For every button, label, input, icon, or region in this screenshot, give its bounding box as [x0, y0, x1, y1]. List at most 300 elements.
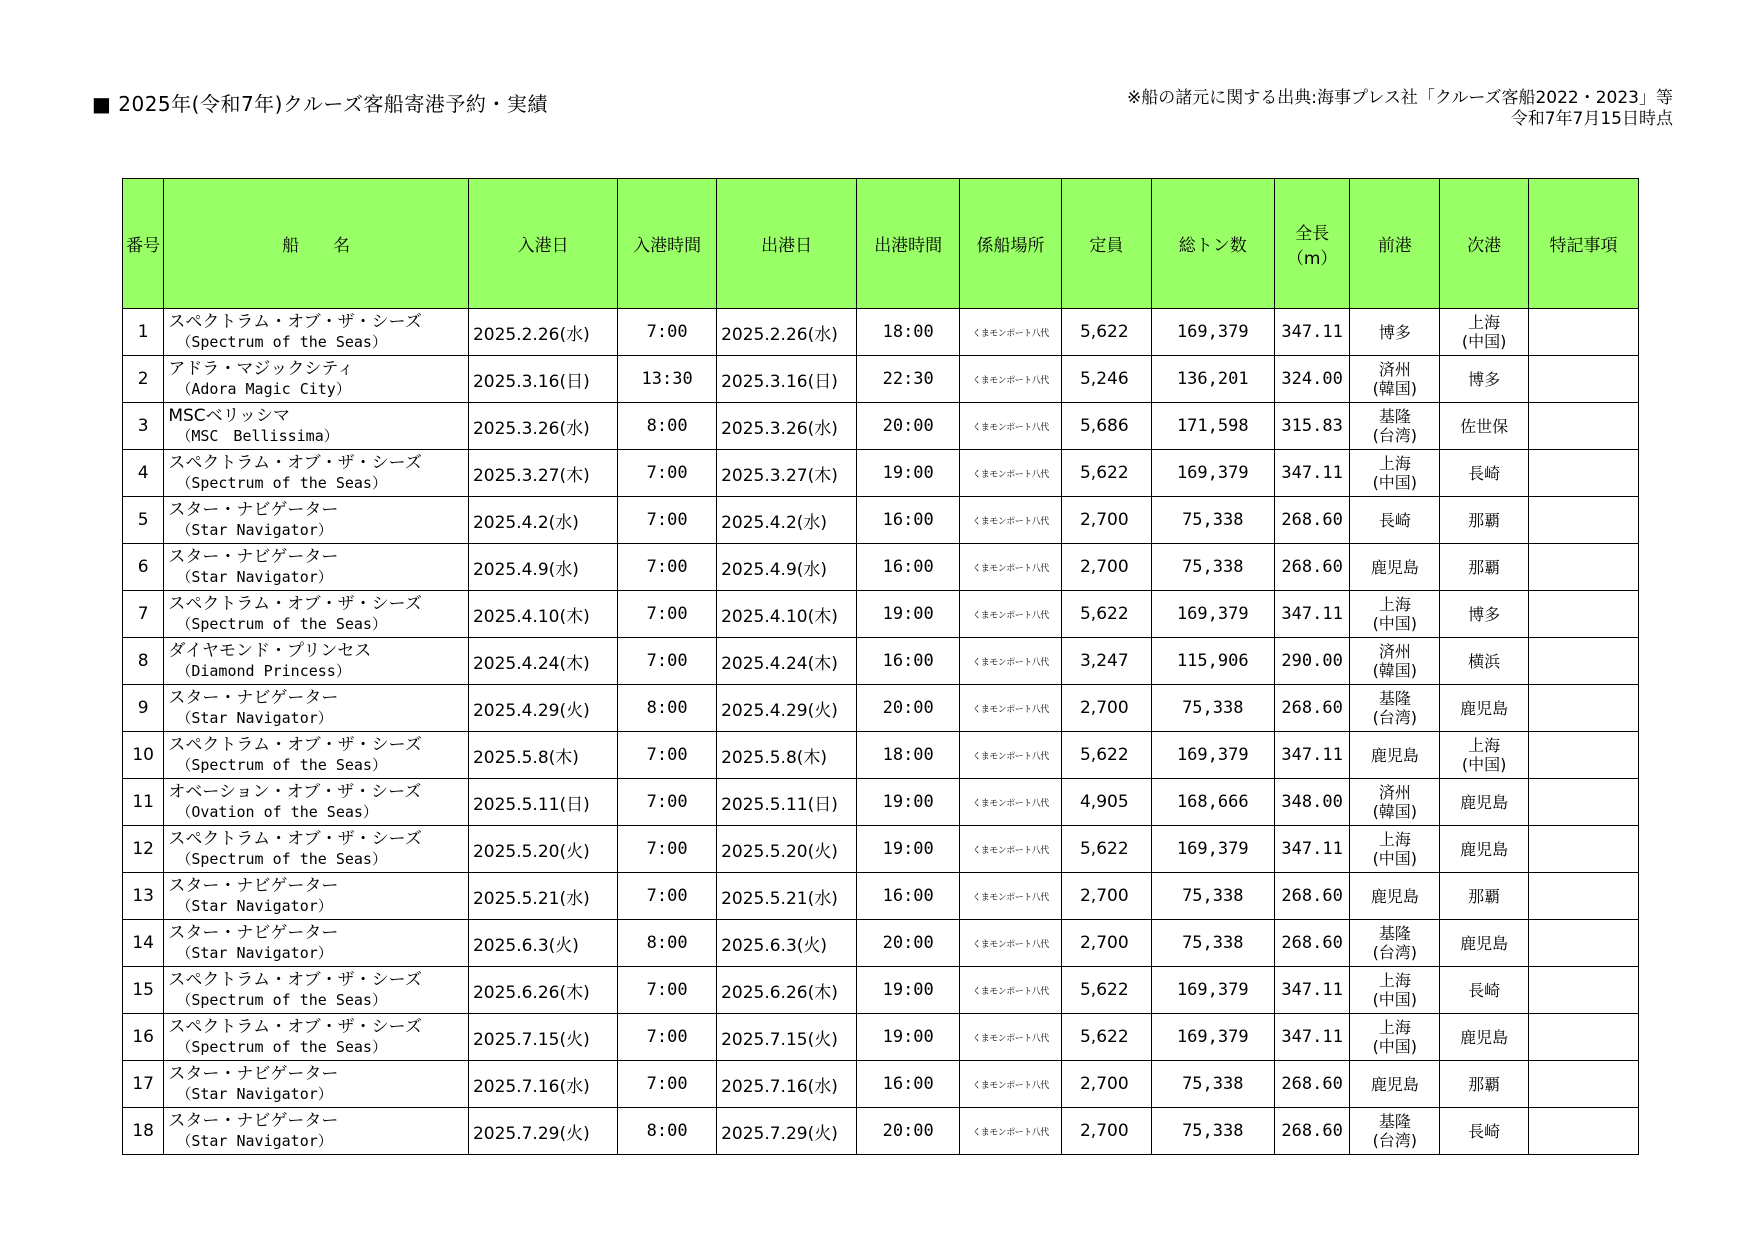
- arrival-time: 8:00: [618, 1108, 717, 1155]
- capacity: 5,246: [1061, 356, 1151, 403]
- gross-tonnage: 75,338: [1151, 685, 1274, 732]
- notes: [1528, 1061, 1638, 1108]
- capacity: 2,700: [1061, 544, 1151, 591]
- notes: [1528, 967, 1638, 1014]
- ship-name-en: （Star Navigator）: [176, 1132, 333, 1150]
- row-number: 1: [123, 309, 164, 356]
- arrival-time: 8:00: [618, 403, 717, 450]
- table-row: [123, 779, 1639, 826]
- notes: [1528, 450, 1638, 497]
- ship-name-cell: [164, 1108, 469, 1155]
- berth: くまモンポート八代: [960, 779, 1062, 826]
- notes: [1528, 544, 1638, 591]
- ship-name-en: （Star Navigator）: [176, 709, 333, 727]
- berth: くまモンポート八代: [960, 591, 1062, 638]
- capacity: 2,700: [1061, 873, 1151, 920]
- departure-date: 2025.4.2(水): [717, 497, 857, 544]
- arrival-time: 7:00: [618, 1014, 717, 1061]
- gross-tonnage: 171,598: [1151, 403, 1274, 450]
- previous-port: 基隆 (台湾): [1350, 403, 1440, 450]
- next-port: 佐世保: [1440, 403, 1529, 450]
- overall-length: 324.00: [1274, 356, 1350, 403]
- col-header-length: [1274, 179, 1350, 309]
- gross-tonnage: 75,338: [1151, 1108, 1274, 1155]
- berth: くまモンポート八代: [960, 826, 1062, 873]
- next-port: 那覇: [1440, 873, 1529, 920]
- departure-time: 22:30: [857, 356, 960, 403]
- capacity: 2,700: [1061, 1061, 1151, 1108]
- departure-date: 2025.5.8(木): [717, 732, 857, 779]
- berth: くまモンポート八代: [960, 638, 1062, 685]
- capacity: 5,622: [1061, 309, 1151, 356]
- arrival-time: 7:00: [618, 309, 717, 356]
- arrival-time: 7:00: [618, 967, 717, 1014]
- arrival-date: 2025.6.26(木): [468, 967, 617, 1014]
- capacity: 5,622: [1061, 450, 1151, 497]
- ship-name-ja: スター・ナビゲーター: [168, 1111, 339, 1131]
- departure-date: 2025.4.10(木): [717, 591, 857, 638]
- ship-name-en: （Spectrum of the Seas）: [176, 615, 387, 633]
- berth: くまモンポート八代: [960, 1108, 1062, 1155]
- departure-date: 2025.3.27(木): [717, 450, 857, 497]
- arrival-time: 7:00: [618, 450, 717, 497]
- departure-time: 18:00: [857, 309, 960, 356]
- gross-tonnage: 136,201: [1151, 356, 1274, 403]
- header-row: [123, 179, 1639, 309]
- row-number: 16: [123, 1014, 164, 1061]
- notes: [1528, 873, 1638, 920]
- row-number: 3: [123, 403, 164, 450]
- col-header-next-port: 次港: [1440, 179, 1529, 309]
- capacity: 4,905: [1061, 779, 1151, 826]
- previous-port: 鹿児島: [1350, 544, 1440, 591]
- next-port: 上海 (中国): [1440, 732, 1529, 779]
- arrival-time: 13:30: [618, 356, 717, 403]
- notes: [1528, 497, 1638, 544]
- table-row: [123, 732, 1639, 779]
- previous-port: 基隆 (台湾): [1350, 920, 1440, 967]
- berth: くまモンポート八代: [960, 920, 1062, 967]
- ship-name-cell: [164, 920, 469, 967]
- ship-name-cell: [164, 544, 469, 591]
- overall-length: 268.60: [1274, 873, 1350, 920]
- overall-length: 315.83: [1274, 403, 1350, 450]
- notes: [1528, 309, 1638, 356]
- ship-name-en: （Adora Magic City）: [176, 380, 351, 398]
- capacity: 5,622: [1061, 591, 1151, 638]
- ship-name-en: （Star Navigator）: [176, 521, 333, 539]
- ship-name-ja: スペクトラム・オブ・ザ・シーズ: [168, 312, 422, 332]
- arrival-date: 2025.4.2(水): [468, 497, 617, 544]
- departure-date: 2025.7.29(火): [717, 1108, 857, 1155]
- capacity: 2,700: [1061, 497, 1151, 544]
- ship-name-en: （Star Navigator）: [176, 568, 333, 586]
- previous-port: 鹿児島: [1350, 873, 1440, 920]
- row-number: 8: [123, 638, 164, 685]
- ship-name-ja: ダイヤモンド・プリンセス: [168, 641, 372, 661]
- gross-tonnage: 169,379: [1151, 732, 1274, 779]
- previous-port: 基隆 (台湾): [1350, 1108, 1440, 1155]
- departure-date: 2025.3.26(水): [717, 403, 857, 450]
- departure-time: 19:00: [857, 591, 960, 638]
- ship-name-cell: [164, 497, 469, 544]
- ship-name-en: （Ovation of the Seas）: [176, 803, 378, 821]
- col-header-berth: 係船場所: [960, 179, 1062, 309]
- overall-length: 268.60: [1274, 685, 1350, 732]
- table-row: [123, 309, 1639, 356]
- row-number: 12: [123, 826, 164, 873]
- notes: [1528, 403, 1638, 450]
- col-header-arrival-time: 入港時間: [618, 179, 717, 309]
- row-number: 4: [123, 450, 164, 497]
- ship-name-ja: スター・ナビゲーター: [168, 876, 339, 896]
- length-label: 全長: [1295, 223, 1330, 244]
- berth: くまモンポート八代: [960, 309, 1062, 356]
- col-header-prev-port: 前港: [1350, 179, 1440, 309]
- berth: くまモンポート八代: [960, 544, 1062, 591]
- arrival-date: 2025.7.29(火): [468, 1108, 617, 1155]
- ship-name-en: （Star Navigator）: [176, 944, 333, 962]
- notes: [1528, 685, 1638, 732]
- next-port: 那覇: [1440, 1061, 1529, 1108]
- departure-time: 16:00: [857, 544, 960, 591]
- departure-time: 16:00: [857, 1061, 960, 1108]
- overall-length: 348.00: [1274, 779, 1350, 826]
- previous-port: 上海 (中国): [1350, 450, 1440, 497]
- berth: くまモンポート八代: [960, 873, 1062, 920]
- previous-port: 鹿児島: [1350, 1061, 1440, 1108]
- row-number: 18: [123, 1108, 164, 1155]
- overall-length: 347.11: [1274, 309, 1350, 356]
- departure-date: 2025.4.29(火): [717, 685, 857, 732]
- ship-name-en: （Star Navigator）: [176, 1085, 333, 1103]
- table-row: [123, 685, 1639, 732]
- capacity: 2,700: [1061, 1108, 1151, 1155]
- next-port: 鹿児島: [1440, 920, 1529, 967]
- ship-name-ja: スター・ナビゲーター: [168, 688, 339, 708]
- ship-name-ja: アドラ・マジックシティ: [168, 359, 354, 379]
- berth: くまモンポート八代: [960, 356, 1062, 403]
- table-row: [123, 497, 1639, 544]
- departure-date: 2025.7.16(水): [717, 1061, 857, 1108]
- arrival-time: 8:00: [618, 685, 717, 732]
- next-port: 鹿児島: [1440, 685, 1529, 732]
- col-header-capacity: 定員: [1061, 179, 1151, 309]
- arrival-date: 2025.7.15(火): [468, 1014, 617, 1061]
- ship-name-en: （Spectrum of the Seas）: [176, 991, 387, 1009]
- notes: [1528, 779, 1638, 826]
- departure-time: 19:00: [857, 1014, 960, 1061]
- departure-time: 19:00: [857, 826, 960, 873]
- table-row: [123, 1014, 1639, 1061]
- departure-time: 19:00: [857, 450, 960, 497]
- overall-length: 347.11: [1274, 826, 1350, 873]
- departure-time: 20:00: [857, 1108, 960, 1155]
- overall-length: 268.60: [1274, 920, 1350, 967]
- next-port: 鹿児島: [1440, 779, 1529, 826]
- ship-name-cell: [164, 450, 469, 497]
- capacity: 2,700: [1061, 685, 1151, 732]
- overall-length: 290.00: [1274, 638, 1350, 685]
- source-citation: ※船の諸元に関する出典:海事プレス社「クルーズ客船2022・2023」等: [1127, 88, 1673, 108]
- row-number: 13: [123, 873, 164, 920]
- notes: [1528, 1014, 1638, 1061]
- arrival-date: 2025.7.16(水): [468, 1061, 617, 1108]
- berth: くまモンポート八代: [960, 403, 1062, 450]
- ship-name-en: （Spectrum of the Seas）: [176, 333, 387, 351]
- page-title: ■ 2025年(令和7年)クルーズ客船寄港予約・実績: [92, 92, 548, 116]
- departure-date: 2025.6.3(火): [717, 920, 857, 967]
- table-row: [123, 826, 1639, 873]
- row-number: 10: [123, 732, 164, 779]
- previous-port: 鹿児島: [1350, 732, 1440, 779]
- arrival-date: 2025.6.3(火): [468, 920, 617, 967]
- next-port: 鹿児島: [1440, 1014, 1529, 1061]
- capacity: 5,686: [1061, 403, 1151, 450]
- overall-length: 268.60: [1274, 1061, 1350, 1108]
- gross-tonnage: 169,379: [1151, 309, 1274, 356]
- berth: くまモンポート八代: [960, 967, 1062, 1014]
- gross-tonnage: 75,338: [1151, 1061, 1274, 1108]
- ship-name-en: （Spectrum of the Seas）: [176, 474, 387, 492]
- overall-length: 347.11: [1274, 591, 1350, 638]
- notes: [1528, 638, 1638, 685]
- next-port: 上海 (中国): [1440, 309, 1529, 356]
- gross-tonnage: 168,666: [1151, 779, 1274, 826]
- overall-length: 347.11: [1274, 732, 1350, 779]
- departure-time: 19:00: [857, 967, 960, 1014]
- capacity: 3,247: [1061, 638, 1151, 685]
- arrival-date: 2025.5.21(水): [468, 873, 617, 920]
- departure-date: 2025.7.15(火): [717, 1014, 857, 1061]
- as-of-date: 令和7年7月15日時点: [1510, 109, 1673, 129]
- ship-name-ja: スター・ナビゲーター: [168, 923, 339, 943]
- ship-name-ja: スター・ナビゲーター: [168, 547, 339, 567]
- departure-time: 18:00: [857, 732, 960, 779]
- row-number: 17: [123, 1061, 164, 1108]
- arrival-date: 2025.5.20(火): [468, 826, 617, 873]
- arrival-date: 2025.3.26(水): [468, 403, 617, 450]
- arrival-time: 7:00: [618, 591, 717, 638]
- departure-time: 16:00: [857, 873, 960, 920]
- table-row: [123, 873, 1639, 920]
- arrival-time: 7:00: [618, 873, 717, 920]
- col-header-departure-time: 出港時間: [857, 179, 960, 309]
- length-unit: （m）: [1286, 248, 1338, 269]
- departure-time: 20:00: [857, 403, 960, 450]
- table-row: [123, 1108, 1639, 1155]
- arrival-time: 7:00: [618, 544, 717, 591]
- overall-length: 268.60: [1274, 497, 1350, 544]
- arrival-date: 2025.4.10(木): [468, 591, 617, 638]
- departure-date: 2025.3.16(日): [717, 356, 857, 403]
- departure-time: 16:00: [857, 497, 960, 544]
- arrival-date: 2025.4.29(火): [468, 685, 617, 732]
- next-port: 那覇: [1440, 497, 1529, 544]
- ship-name-cell: [164, 403, 469, 450]
- arrival-date: 2025.5.11(日): [468, 779, 617, 826]
- arrival-date: 2025.5.8(木): [468, 732, 617, 779]
- arrival-date: 2025.3.27(木): [468, 450, 617, 497]
- ship-name-en: （Diamond Princess）: [176, 662, 351, 680]
- ship-name-en: （MSC Bellissima）: [176, 427, 339, 445]
- gross-tonnage: 115,906: [1151, 638, 1274, 685]
- berth: くまモンポート八代: [960, 685, 1062, 732]
- ship-name-cell: [164, 638, 469, 685]
- overall-length: 268.60: [1274, 544, 1350, 591]
- ship-name-en: （Spectrum of the Seas）: [176, 850, 387, 868]
- next-port: 鹿児島: [1440, 826, 1529, 873]
- table-row: [123, 403, 1639, 450]
- gross-tonnage: 169,379: [1151, 826, 1274, 873]
- capacity: 2,700: [1061, 920, 1151, 967]
- gross-tonnage: 169,379: [1151, 967, 1274, 1014]
- previous-port: 上海 (中国): [1350, 826, 1440, 873]
- berth: くまモンポート八代: [960, 1061, 1062, 1108]
- arrival-time: 7:00: [618, 1061, 717, 1108]
- table-row: [123, 967, 1639, 1014]
- ship-name-ja: スペクトラム・オブ・ザ・シーズ: [168, 829, 422, 849]
- ship-name-cell: [164, 779, 469, 826]
- departure-date: 2025.5.21(水): [717, 873, 857, 920]
- departure-time: 20:00: [857, 920, 960, 967]
- ship-name-ja: スペクトラム・オブ・ザ・シーズ: [168, 453, 422, 473]
- arrival-time: 7:00: [618, 732, 717, 779]
- col-header-departure-date: 出港日: [717, 179, 857, 309]
- arrival-time: 7:00: [618, 638, 717, 685]
- arrival-time: 8:00: [618, 920, 717, 967]
- gross-tonnage: 75,338: [1151, 920, 1274, 967]
- capacity: 5,622: [1061, 967, 1151, 1014]
- cruise-schedule-table: [122, 178, 1639, 1155]
- next-port: 長崎: [1440, 1108, 1529, 1155]
- next-port: 横浜: [1440, 638, 1529, 685]
- arrival-time: 7:00: [618, 497, 717, 544]
- notes: [1528, 920, 1638, 967]
- departure-date: 2025.4.24(木): [717, 638, 857, 685]
- notes: [1528, 732, 1638, 779]
- previous-port: 済州 (韓国): [1350, 779, 1440, 826]
- gross-tonnage: 75,338: [1151, 497, 1274, 544]
- table-row: [123, 1061, 1639, 1108]
- ship-name-cell: [164, 685, 469, 732]
- notes: [1528, 1108, 1638, 1155]
- ship-name-ja: スペクトラム・オブ・ザ・シーズ: [168, 970, 422, 990]
- ship-name-cell: [164, 967, 469, 1014]
- ship-name-ja: スター・ナビゲーター: [168, 500, 339, 520]
- previous-port: 基隆 (台湾): [1350, 685, 1440, 732]
- previous-port: 済州 (韓国): [1350, 356, 1440, 403]
- capacity: 5,622: [1061, 826, 1151, 873]
- ship-name-ja: スペクトラム・オブ・ザ・シーズ: [168, 735, 422, 755]
- ship-name-en: （Star Navigator）: [176, 897, 333, 915]
- capacity: 5,622: [1061, 732, 1151, 779]
- arrival-time: 7:00: [618, 826, 717, 873]
- departure-date: 2025.5.11(日): [717, 779, 857, 826]
- departure-time: 16:00: [857, 638, 960, 685]
- col-header-arrival-date: 入港日: [468, 179, 617, 309]
- gross-tonnage: 169,379: [1151, 591, 1274, 638]
- previous-port: 博多: [1350, 309, 1440, 356]
- berth: くまモンポート八代: [960, 497, 1062, 544]
- arrival-date: 2025.3.16(日): [468, 356, 617, 403]
- ship-name-ja: スペクトラム・オブ・ザ・シーズ: [168, 594, 422, 614]
- col-header-tonnage: 総トン数: [1151, 179, 1274, 309]
- departure-date: 2025.4.9(水): [717, 544, 857, 591]
- ship-name-cell: [164, 732, 469, 779]
- arrival-date: 2025.4.24(木): [468, 638, 617, 685]
- ship-name-ja: スター・ナビゲーター: [168, 1064, 339, 1084]
- capacity: 5,622: [1061, 1014, 1151, 1061]
- overall-length: 268.60: [1274, 1108, 1350, 1155]
- table-row: [123, 544, 1639, 591]
- berth: くまモンポート八代: [960, 732, 1062, 779]
- ship-name-cell: [164, 591, 469, 638]
- ship-name-cell: [164, 356, 469, 403]
- previous-port: 済州 (韓国): [1350, 638, 1440, 685]
- table-row: [123, 638, 1639, 685]
- berth: くまモンポート八代: [960, 1014, 1062, 1061]
- row-number: 2: [123, 356, 164, 403]
- arrival-date: 2025.2.26(水): [468, 309, 617, 356]
- table-row: [123, 356, 1639, 403]
- gross-tonnage: 169,379: [1151, 450, 1274, 497]
- overall-length: 347.11: [1274, 450, 1350, 497]
- next-port: 博多: [1440, 591, 1529, 638]
- ship-name-ja: スペクトラム・オブ・ザ・シーズ: [168, 1017, 422, 1037]
- ship-name-cell: [164, 1061, 469, 1108]
- previous-port: 上海 (中国): [1350, 1014, 1440, 1061]
- col-header-notes: 特記事項: [1528, 179, 1638, 309]
- col-header-no: 番号: [123, 179, 164, 309]
- ship-name-ja: オベーション・オブ・ザ・シーズ: [168, 782, 422, 802]
- ship-name-cell: [164, 1014, 469, 1061]
- ship-name-cell: [164, 873, 469, 920]
- table-row: [123, 920, 1639, 967]
- row-number: 7: [123, 591, 164, 638]
- previous-port: 長崎: [1350, 497, 1440, 544]
- arrival-date: 2025.4.9(水): [468, 544, 617, 591]
- row-number: 9: [123, 685, 164, 732]
- notes: [1528, 591, 1638, 638]
- departure-time: 19:00: [857, 779, 960, 826]
- row-number: 6: [123, 544, 164, 591]
- overall-length: 347.11: [1274, 1014, 1350, 1061]
- row-number: 15: [123, 967, 164, 1014]
- next-port: 博多: [1440, 356, 1529, 403]
- previous-port: 上海 (中国): [1350, 967, 1440, 1014]
- row-number: 14: [123, 920, 164, 967]
- col-header-ship: 船 名: [164, 179, 469, 309]
- ship-name-en: （Spectrum of the Seas）: [176, 756, 387, 774]
- berth: くまモンポート八代: [960, 450, 1062, 497]
- departure-date: 2025.5.20(火): [717, 826, 857, 873]
- table-row: [123, 591, 1639, 638]
- ship-name-cell: [164, 826, 469, 873]
- departure-time: 20:00: [857, 685, 960, 732]
- ship-name-en: （Spectrum of the Seas）: [176, 1038, 387, 1056]
- previous-port: 上海 (中国): [1350, 591, 1440, 638]
- departure-date: 2025.6.26(木): [717, 967, 857, 1014]
- row-number: 5: [123, 497, 164, 544]
- notes: [1528, 356, 1638, 403]
- notes: [1528, 826, 1638, 873]
- gross-tonnage: 169,379: [1151, 1014, 1274, 1061]
- next-port: 長崎: [1440, 967, 1529, 1014]
- ship-name-cell: [164, 309, 469, 356]
- next-port: 那覇: [1440, 544, 1529, 591]
- source-note: [1127, 88, 1673, 130]
